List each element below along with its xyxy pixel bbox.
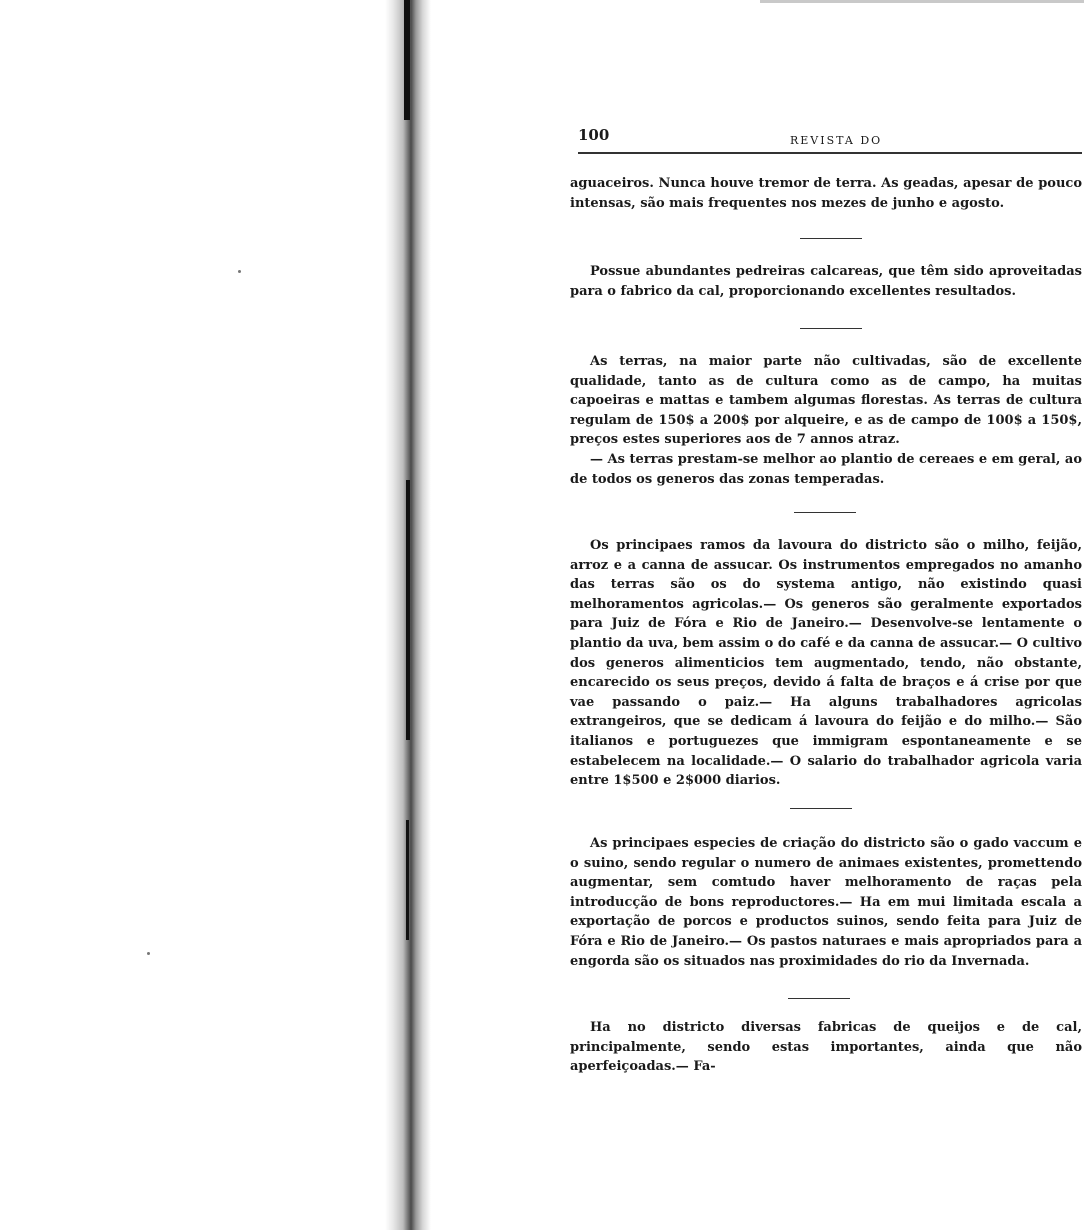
section-industry	[570, 1018, 1082, 1077]
section-separator	[800, 328, 862, 329]
header-rule	[578, 152, 1082, 154]
section-separator	[790, 808, 852, 809]
paragraph: Os principaes ramos da lavoura do districto são o milho, feijão, arroz e a canna de assucar. Os instrumentos empregados no amanho das terras são os do systema antigo, não existindo quasi melhoramentos agricolas.— Os generos são geralmente exportados para Juiz de Fóra e Rio de Janeiro.— Desenvolve-se lentamente o plantio da uva, bem assim o do café e da canna de assucar.— O cultivo dos generos alimenticios tem augmentado, tendo, não obstante, encarecido os seus preços, devido á falta de braços e á crise por que vae passando o paiz.— Ha alguns trabalhadores agricolas extrangeiros, que se dedicam á lavoura do feijão e do milho.— São italianos e portuguezes que immigram espontaneamente e se estabelecem na localidade.— O salario do trabalhador agricola varia entre 1$500 e 2$000 diarios.	[570, 538, 1082, 789]
paragraph: aguaceiros. Nunca houve tremor de terra. As geadas, apesar de pouco intensas, são mais frequentes nos mezes de junho e agosto.	[570, 176, 1082, 211]
paragraph: Ha no districto diversas fabricas de queijos e de cal, principalmente, sendo estas importantes, ainda que não aperfeiçoadas.— Fa-	[570, 1020, 1082, 1075]
section-lands	[570, 352, 1082, 489]
section-quarries	[570, 262, 1082, 301]
binding-shadow	[406, 480, 410, 740]
section-separator	[788, 998, 850, 999]
running-title: REVISTA DO	[790, 134, 883, 147]
paragraph: Possue abundantes pedreiras calcareas, que têm sido aproveitadas para o fabrico da cal, proporcionando excellentes resultados.	[570, 264, 1082, 299]
paragraph: As principaes especies de criação do districto são o gado vaccum e o suino, sendo regular o numero de animaes existentes, promettendo augmentar, sem comtudo haver melhoramento de raças pela introducção de bons reproductores.— Ha em mui limitada escala a exportação de porcos e productos suinos, sendo feita para Juiz de Fóra e Rio de Janeiro.— Os pastos naturaes e mais apropriados para a engorda são os situados nas proximidades do rio da Invernada.	[570, 836, 1082, 969]
section-weather	[570, 174, 1082, 213]
book-page	[570, 0, 1082, 1230]
section-separator	[794, 512, 856, 513]
paragraph: As terras, na maior parte não cultivadas, são de excellente qualidade, tanto as de cultura como as de campo, ha muitas capoeiras e mattas e tambem algumas florestas. As terras de cultura regulam de 150$ a 200$ por alqueire, e as de campo de 100$ a 150$, preços estes superiores aos de 7 annos atraz.	[570, 354, 1082, 448]
section-livestock	[570, 834, 1082, 971]
section-agriculture	[570, 536, 1082, 791]
section-separator	[800, 238, 862, 239]
binding-shadow	[406, 820, 409, 940]
paper-speck	[238, 270, 241, 273]
binding-shadow	[404, 0, 410, 120]
page-number: 100	[578, 126, 610, 144]
paper-speck	[147, 952, 150, 955]
paragraph: — As terras prestam-se melhor ao plantio de cereaes e em geral, ao de todos os generos das zonas temperadas.	[570, 451, 1082, 487]
